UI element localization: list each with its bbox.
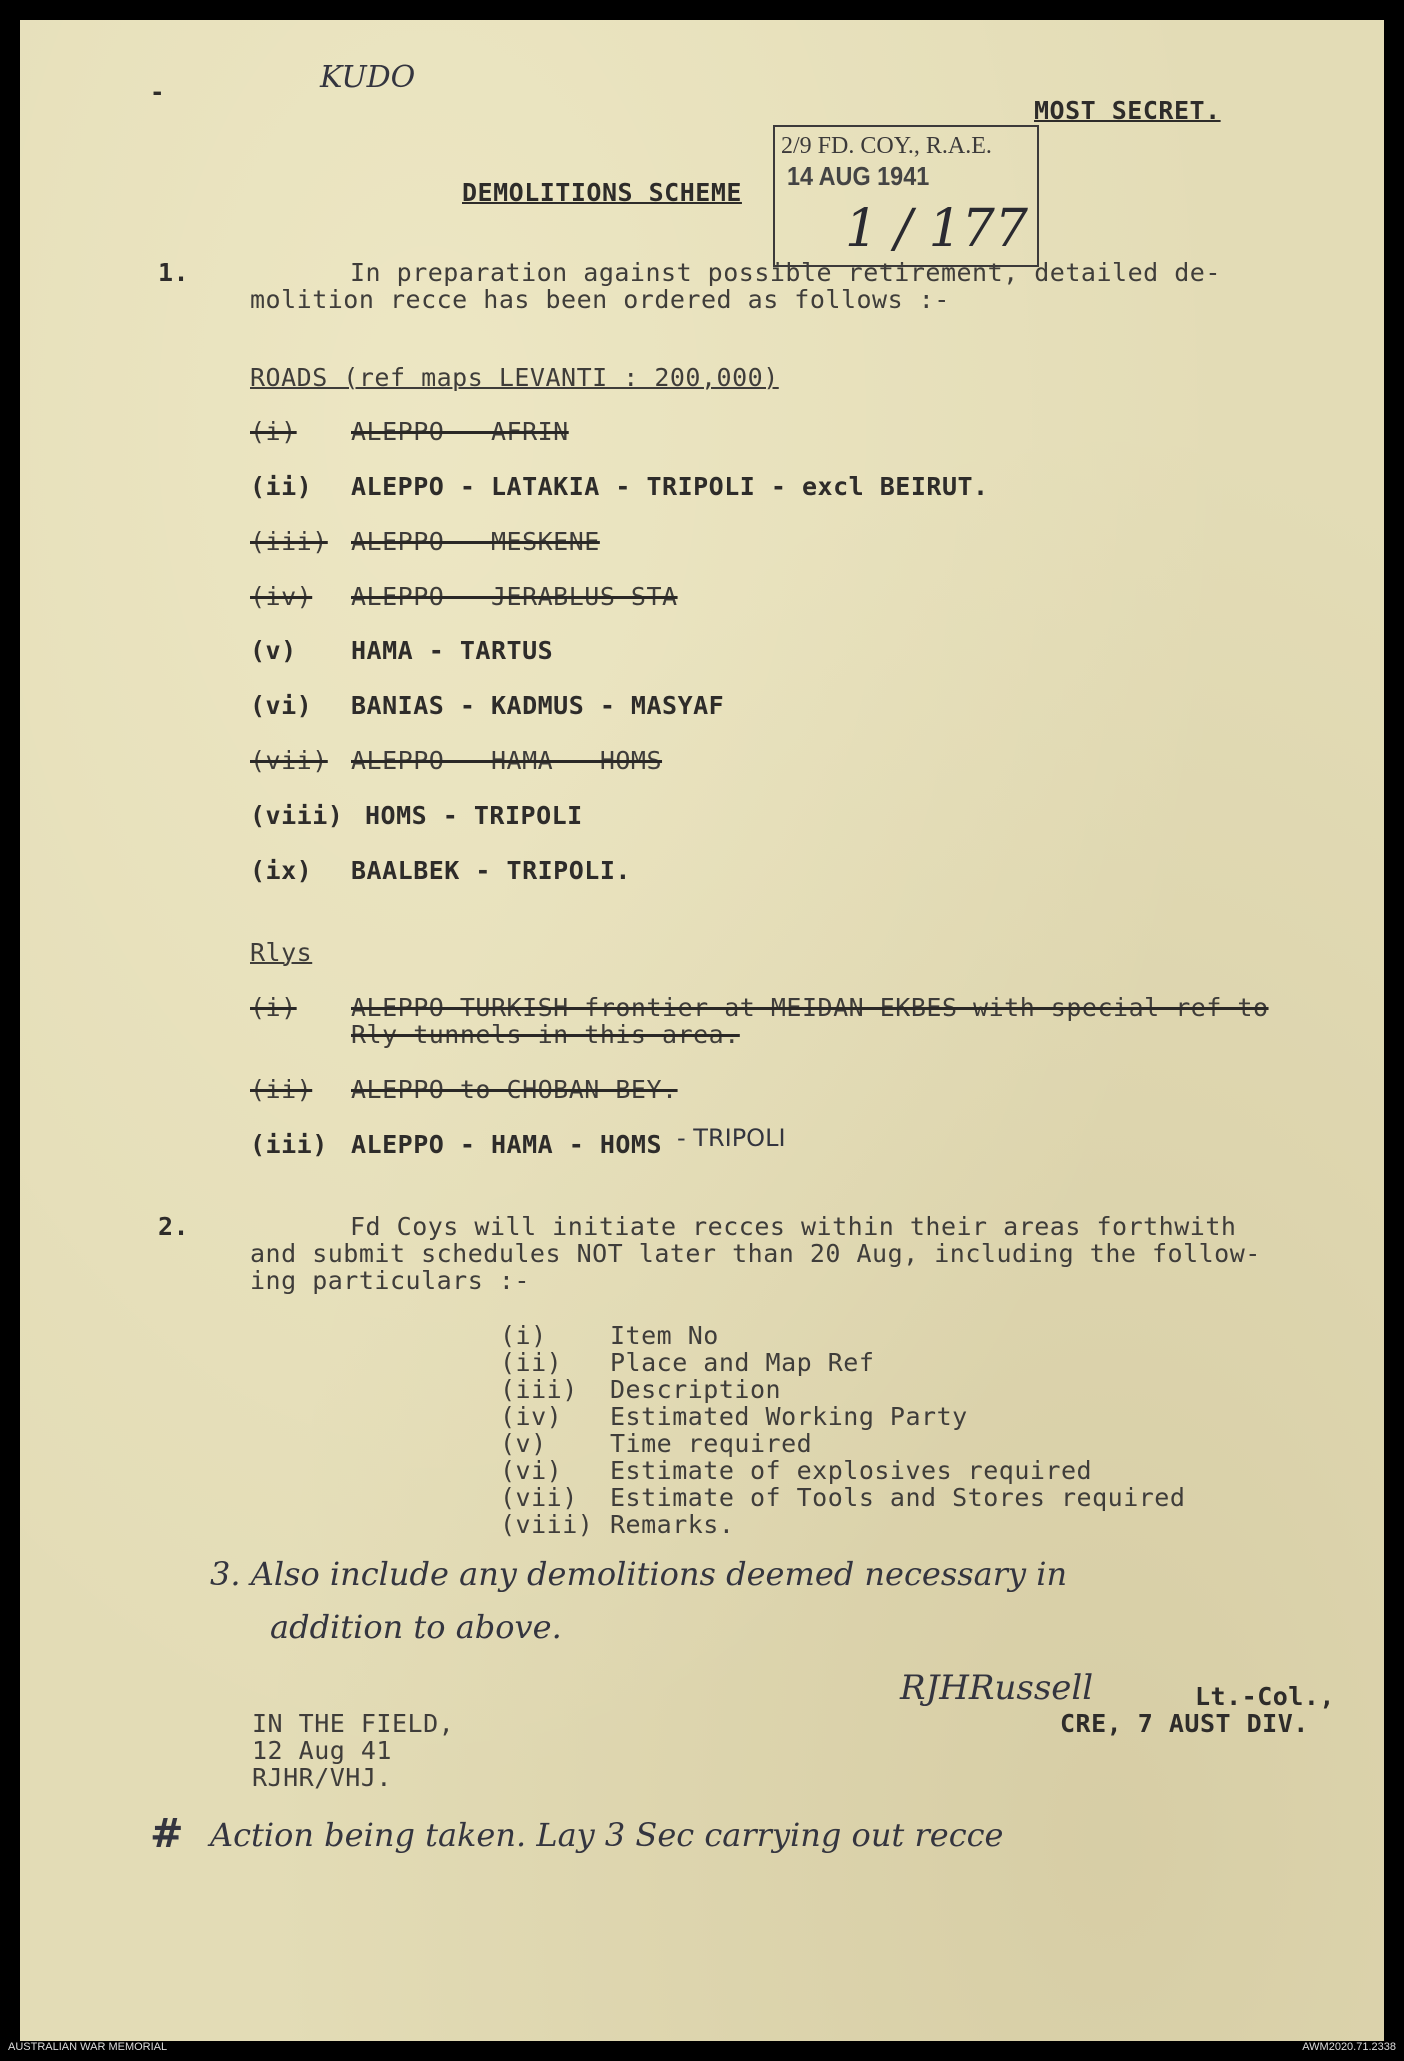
rly-item-text: ALEPPO to CHOBAN BEY.: [351, 1075, 678, 1104]
particular-text: Place and Map Ref: [610, 1348, 875, 1377]
particular-text: Remarks.: [610, 1510, 735, 1539]
road-item-text: ALEPPO - JERABLUS STA: [351, 582, 678, 611]
origin-line3: RJHR/VHJ.: [252, 1763, 392, 1792]
road-item-text: HOMS - TRIPOLI: [365, 801, 583, 830]
para2-line1: Fd Coys will initiate recces within their areas forthwith: [350, 1212, 1237, 1241]
classification-label: MOST SECRET.: [1034, 96, 1221, 125]
rly-item-num: (ii): [250, 1075, 313, 1104]
particular-num: (iii): [500, 1375, 578, 1404]
particular-num: (viii): [500, 1510, 594, 1539]
road-item-text: ALEPPO - HAMA - HOMS: [351, 746, 663, 775]
particular-num: (iv): [500, 1402, 563, 1431]
particular-text: Time required: [610, 1429, 813, 1458]
road-item-num: (i): [250, 417, 297, 446]
para2-number: 2.: [158, 1212, 190, 1241]
para2-line3: ing particulars :-: [250, 1266, 530, 1295]
road-item-num: (ii): [250, 472, 313, 501]
origin-line1: IN THE FIELD,: [252, 1709, 455, 1738]
document-page: [20, 20, 1384, 2041]
rly-item-num: (iii): [250, 1130, 328, 1159]
para1-number: 1.: [158, 258, 190, 287]
rly-item-line2: Rly tunnels in this area.: [351, 1020, 740, 1049]
header-dash: -: [150, 78, 165, 106]
origin-line2: 12 Aug 41: [252, 1736, 392, 1765]
signatory-rank: Lt.-Col.,: [1195, 1682, 1335, 1711]
rly-item-text: ALEPPO - HAMA - HOMS: [351, 1130, 663, 1159]
document-title: DEMOLITIONS SCHEME: [462, 178, 742, 207]
rly-item-handwritten-addition: - TRIPOLI: [677, 1124, 786, 1152]
receipt-stamp: [773, 125, 1039, 267]
stamp-ref: 1 / 177: [845, 199, 1028, 259]
road-item-text: BAALBEK - TRIPOLI.: [351, 856, 631, 885]
particular-num: (v): [500, 1429, 547, 1458]
particular-text: Description: [610, 1375, 782, 1404]
road-item-num: (iii): [250, 527, 328, 556]
para2-line2: and submit schedules NOT later than 20 Aug, including the follow-: [250, 1239, 1261, 1268]
rlys-heading: Rlys: [250, 938, 313, 967]
handwritten-note: Action being taken. Lay 3 Sec carrying out recce: [210, 1816, 1004, 1854]
footer-reference: AWM2020.71.2338: [1302, 2041, 1396, 2053]
road-item-num: (ix): [250, 856, 313, 885]
road-item-text: ALEPPO - LATAKIA - TRIPOLI - excl BEIRUT.: [351, 472, 989, 501]
road-item-num: (viii): [250, 801, 344, 830]
road-item-num: (vii): [250, 746, 328, 775]
particular-text: Estimated Working Party: [610, 1402, 968, 1431]
road-item-num: (iv): [250, 582, 313, 611]
particular-text: Item No: [610, 1321, 719, 1350]
footer-archive-label: AUSTRALIAN WAR MEMORIAL: [8, 2041, 168, 2053]
rly-item-num: (i): [250, 993, 297, 1022]
particular-num: (vii): [500, 1483, 578, 1512]
road-item-text: ALEPPO - MESKENE: [351, 527, 600, 556]
road-item-text: ALEPPO - AFRIN: [351, 417, 569, 446]
particular-text: Estimate of explosives required: [610, 1456, 1093, 1485]
handwritten-mark: #: [150, 1810, 184, 1857]
para1-line1: In preparation against possible retirement, detailed de-: [350, 258, 1221, 287]
para1-line2: molition recce has been ordered as follows :-: [250, 285, 950, 314]
handwritten-para3-line1: 3. Also include any demolitions deemed necessary in: [210, 1555, 1068, 1593]
particular-text: Estimate of Tools and Stores required: [610, 1483, 1186, 1512]
road-item-num: (vi): [250, 691, 313, 720]
particular-num: (i): [500, 1321, 547, 1350]
road-item-text: BANIAS - KADMUS - MASYAF: [351, 691, 725, 720]
stamp-date: 14 AUG 1941: [787, 161, 930, 191]
particular-num: (ii): [500, 1348, 563, 1377]
signatory-unit: CRE, 7 AUST DIV.: [1060, 1709, 1309, 1738]
rly-item-line1: ALEPPO-TURKISH frontier at MEIDAN EKBES with special ref to: [351, 993, 1269, 1022]
road-item-num: (v): [250, 636, 297, 665]
handwritten-code: KUDO: [320, 60, 416, 95]
roads-heading: ROADS (ref maps LEVANTI : 200,000): [250, 363, 779, 392]
handwritten-para3-line2: addition to above.: [270, 1608, 562, 1646]
signature: RJHRussell: [900, 1668, 1094, 1708]
stamp-unit: 2/9 FD. COY., R.A.E.: [781, 133, 992, 159]
particular-num: (vi): [500, 1456, 563, 1485]
road-item-text: HAMA - TARTUS: [351, 636, 554, 665]
